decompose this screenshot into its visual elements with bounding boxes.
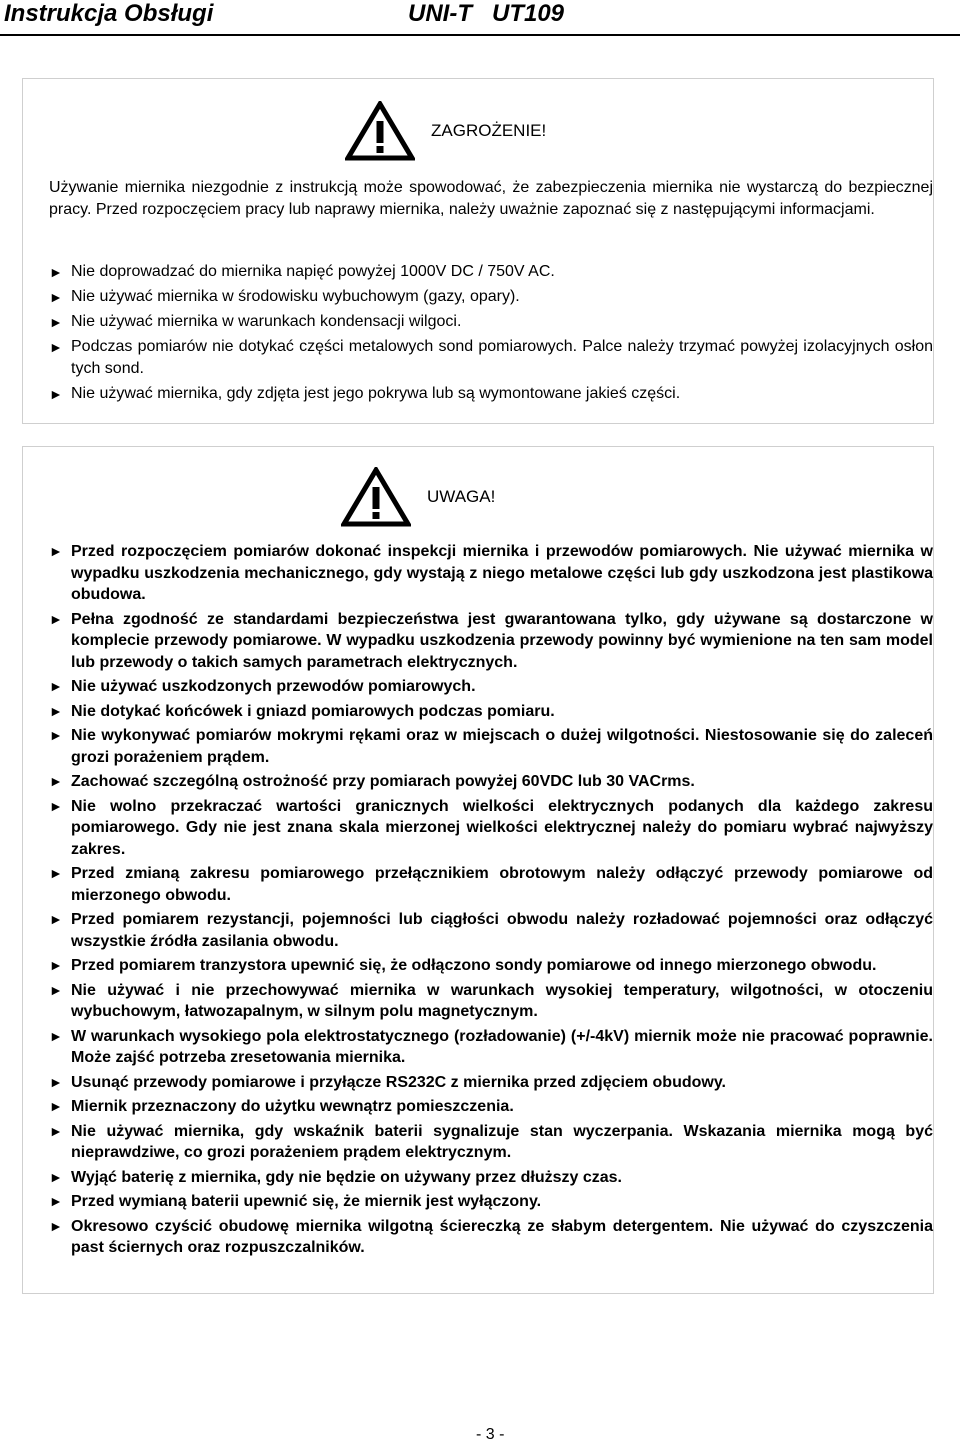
list-item: ► Przed pomiarem rezystancji, pojemności lub ciągłości obwodu należy rozładować pojemności oraz odłączyć wszystkie źródła zasilania obwodu.: [49, 911, 933, 950]
list-item: ► Przed wymianą baterii upewnić się, że miernik jest wyłączony.: [23, 1191, 933, 1213]
bullet-arrow-icon: ►: [49, 314, 63, 330]
danger-box: [22, 78, 934, 424]
bullet-arrow-icon: ►: [49, 773, 63, 789]
list-item: ► Nie doprowadzać do miernika napięć powyżej 1000V DC / 750V AC.: [23, 261, 933, 283]
caution-box: [22, 446, 934, 1294]
bullet-arrow-icon: ►: [49, 386, 63, 402]
page-header: [0, 0, 960, 32]
danger-list: [23, 261, 933, 408]
caution-heading: [341, 467, 495, 527]
danger-heading: [345, 101, 546, 161]
list-item: ► Przed zmianą zakresu pomiarowego przełącznikiem obrotowym należy odłączyć przewody pomiarowe od mierzonego obwodu.: [49, 865, 933, 904]
bullet-arrow-icon: ►: [49, 727, 63, 743]
list-item: ► Nie dotykać końcówek i gniazd pomiarowych podczas pomiaru.: [23, 701, 933, 723]
list-item: ► Zachować szczególną ostrożność przy pomiarach powyżej 60VDC lub 30 VACrms.: [23, 771, 933, 793]
bullet-arrow-icon: ►: [49, 1168, 63, 1185]
bullet-arrow-icon: ►: [49, 264, 63, 280]
list-item: ► Pełna zgodność ze standardami bezpieczeństwa jest gwarantowana tylko, gdy używane są dostarczone w komplecie przewody pomiarowe. W wypadku uszkodzenia przewody powinny być wymienione na ten sam model lub przewody o takich samych parametrach elektrycznych.: [49, 610, 933, 671]
warning-triangle-icon: [345, 101, 415, 161]
bullet-arrow-icon: ►: [49, 1073, 63, 1090]
list-item: ► Nie używać miernika, gdy zdjęta jest jego pokrywa lub są wymontowane jakieś części.: [23, 383, 933, 405]
bullet-arrow-icon: ►: [49, 797, 63, 814]
list-item: ► Podczas pomiarów nie dotykać części metalowych sond pomiarowych. Palce należy trzymać powyżej izolacyjnych osłon tych sond.: [49, 338, 933, 377]
danger-title: ZAGROŻENIE!: [431, 121, 547, 140]
list-item: ► Nie używać i nie przechowywać miernika w warunkach wysokiej temperatury, wilgotności, w otoczeniu wybuchowym, łatwozapalnym, w silnym polu magnetycznym.: [49, 981, 933, 1020]
list-item: ► Nie wykonywać pomiarów mokrymi rękami oraz w miejscach o dużej wilgotności. Niestosowanie się do zaleceń grozi porażeniem prądem.: [49, 727, 933, 766]
caution-list: [23, 541, 933, 1262]
bullet-arrow-icon: ►: [49, 1217, 63, 1234]
bullet-arrow-icon: ►: [49, 981, 63, 998]
model-title: UNI-T UT109: [408, 0, 565, 27]
list-item: ► Miernik przeznaczony do użytku wewnątrz pomieszczenia.: [23, 1096, 933, 1118]
bullet-arrow-icon: ►: [49, 678, 63, 694]
bullet-arrow-icon: ►: [49, 339, 63, 355]
bullet-arrow-icon: ►: [49, 1098, 63, 1114]
bullet-arrow-icon: ►: [49, 1193, 63, 1209]
list-item: ► Przed rozpoczęciem pomiarów dokonać inspekcji miernika i przewodów pomiarowych. Nie używać miernika w wypadku uszkodzenia mechanicznego, gdy wystają z niego metalowe części lub gdy uszkodzona jest plastikowa obudowa.: [49, 543, 933, 603]
list-item: ► Okresowo czyścić obudowę miernika wilgotną ściereczką ze słabym detergentem. Nie używać do czyszczenia past ściernych oraz rozpuszczalników.: [49, 1217, 933, 1256]
bullet-arrow-icon: ►: [49, 957, 63, 973]
manual-title: Instrukcja Obsługi: [4, 0, 214, 27]
list-item: ► Nie używać miernika, gdy wskaźnik baterii sygnalizuje stan wyczerpania. Wskazania miernika mogą być nieprawdziwe, co grozi porażeniem prądem elektrycznym.: [49, 1122, 933, 1161]
warning-triangle-icon: [341, 467, 411, 527]
list-item: ► Nie wolno przekraczać wartości granicznych wielkości elektrycznych podanych dla każdego zakresu pomiarowego. Gdy nie jest znana skala mierzonej wielkości elektrycznej należy do pomiaru wybrać najwyższy zakres.: [49, 797, 933, 858]
bullet-arrow-icon: ►: [49, 865, 63, 881]
list-item: ► Przed pomiarem tranzystora upewnić się, że odłączono sondy pomiarowe od innego mierzonego obwodu.: [23, 955, 933, 977]
list-item: ► Wyjąć baterię z miernika, gdy nie będzie on używany przez dłuższy czas.: [23, 1167, 933, 1189]
header-rule: [0, 34, 960, 36]
bullet-arrow-icon: ►: [49, 1027, 63, 1044]
caution-title: UWAGA!: [427, 487, 496, 506]
bullet-arrow-icon: ►: [49, 289, 63, 305]
list-item: ► Nie używać miernika w środowisku wybuchowym (gazy, opary).: [23, 286, 933, 308]
list-item: ► Nie używać miernika w warunkach kondensacji wilgoci.: [23, 311, 933, 333]
list-item: ► W warunkach wysokiego pola elektrostatycznego (rozładowanie) (+/-4kV) miernik może nie pracować poprawnie. Może zajść potrzeba zresetowania miernika.: [49, 1027, 933, 1066]
bullet-arrow-icon: ►: [49, 1122, 63, 1139]
danger-intro: Używanie miernika niezgodnie z instrukcją może spowodować, że zabezpieczenia miernika nie wystarczą do bezpiecznej pracy. Przed rozpoczęciem pracy lub naprawy miernika, należy uważnie zapoznać się z następującymi informacjami.: [49, 179, 933, 218]
bullet-arrow-icon: ►: [49, 610, 63, 627]
list-item: ► Usunąć przewody pomiarowe i przyłącze RS232C z miernika przed zdjęciem obudowy.: [23, 1072, 933, 1094]
bullet-arrow-icon: ►: [49, 543, 63, 559]
bullet-arrow-icon: ►: [49, 702, 63, 719]
page-number: - 3 -: [476, 1426, 505, 1443]
list-item: ► Nie używać uszkodzonych przewodów pomiarowych.: [23, 676, 933, 698]
bullet-arrow-icon: ►: [49, 911, 63, 927]
